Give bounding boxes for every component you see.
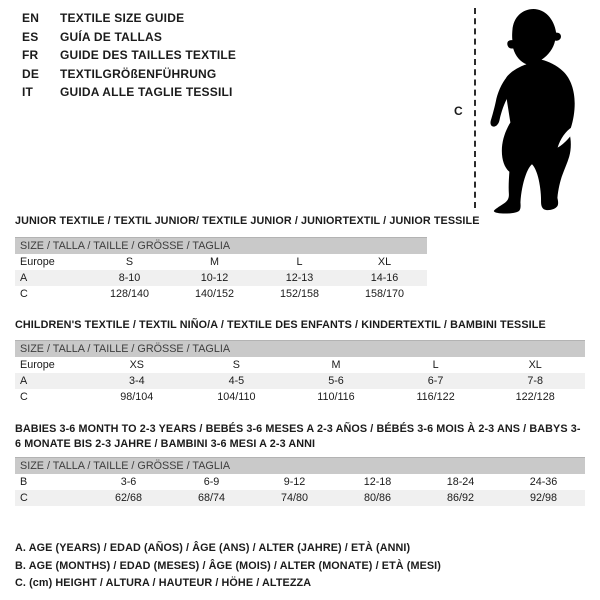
- section-title: BABIES 3-6 MONTH TO 2-3 YEARS / BEBÉS 3-6 MESES A 2-3 AÑOS / BÉBÉS 3-6 MOIS À 2-3 ANS / BABYS 3-6 MONATE BIS 2-3 JAHRE / BAMBINI 3-6 MESI A 2-3 ANNI: [15, 423, 581, 450]
- size-table-row: [15, 286, 427, 302]
- legend-line: B. AGE (MONTHS) / EDAD (MESES) / ÂGE (MOIS) / ALTER (MONATE) / ETÀ (MESI): [15, 559, 441, 572]
- size-table-row: [15, 270, 427, 286]
- size-table: [15, 457, 585, 506]
- row-label: B: [20, 476, 28, 488]
- row-label: C: [20, 391, 28, 403]
- language-code: EN: [22, 11, 40, 25]
- size-cell: XL: [377, 255, 392, 268]
- language-title-list: [22, 9, 236, 102]
- height-measure-line: [474, 8, 476, 208]
- size-table-row: [15, 373, 585, 389]
- row-label: Europe: [20, 359, 55, 371]
- language-row: [22, 83, 236, 102]
- size-cell: 104/110: [217, 391, 256, 403]
- size-cell: XS: [129, 359, 144, 371]
- language-code: DE: [22, 66, 40, 81]
- size-table: [15, 237, 427, 302]
- size-cell: XL: [528, 359, 542, 371]
- size-cell: 74/80: [280, 492, 309, 504]
- size-guide-section: [15, 422, 585, 506]
- size-cell: 158/170: [364, 287, 405, 300]
- height-measure-label: C: [454, 104, 463, 118]
- size-cell: L: [296, 255, 303, 268]
- row-label: C: [20, 492, 28, 504]
- size-table-row: [15, 254, 427, 270]
- language-code: FR: [22, 48, 39, 62]
- size-cell: 122/128: [515, 391, 555, 403]
- legend-line: C. (cm) HEIGHT / ALTURA / HAUTEUR / HÖHE / ALTEZZA: [15, 577, 312, 589]
- size-cell: 12-13: [285, 271, 314, 284]
- size-guide-sections: [15, 214, 585, 520]
- size-table-row: [15, 389, 585, 405]
- row-label: A: [20, 271, 28, 284]
- size-cell: 5-6: [328, 375, 344, 387]
- language-row: [22, 9, 236, 28]
- size-cell: 24-36: [529, 476, 558, 488]
- size-table-row: [15, 474, 585, 490]
- size-cell: 8-10: [118, 271, 141, 284]
- size-guide-section: [15, 318, 585, 406]
- size-cell: 10-12: [200, 271, 229, 284]
- size-cell: 14-16: [370, 271, 399, 284]
- size-cell: 152/158: [279, 287, 320, 300]
- size-table-header: SIZE / TALLA / TAILLE / GRÖSSE / TAGLIA: [15, 237, 427, 254]
- size-cell: S: [232, 359, 240, 371]
- language-code: ES: [22, 29, 39, 44]
- row-label: C: [20, 287, 28, 300]
- legend-line: A. AGE (YEARS) / EDAD (AÑOS) / ÂGE (ANS) / ALTER (JAHRE) / ETÀ (ANNI): [15, 542, 411, 554]
- measurement-legend: [15, 540, 441, 593]
- size-cell: 6-9: [203, 476, 220, 488]
- size-cell: 98/104: [120, 391, 154, 403]
- size-cell: 7-8: [527, 375, 543, 387]
- toddler-silhouette-icon: [484, 6, 584, 214]
- size-cell: L: [432, 359, 439, 371]
- size-cell: 140/152: [194, 287, 235, 300]
- language-row: [22, 46, 236, 65]
- size-cell: 116/122: [416, 391, 455, 403]
- size-cell: 86/92: [446, 492, 475, 504]
- size-cell: 6-7: [427, 375, 444, 387]
- size-table-row: [15, 357, 585, 373]
- section-title: JUNIOR TEXTILE / TEXTIL JUNIOR/ TEXTILE JUNIOR / JUNIORTEXTIL / JUNIOR TESSILE: [15, 215, 480, 227]
- language-row: [22, 28, 236, 47]
- size-cell: 68/74: [197, 492, 226, 504]
- size-cell: 92/98: [529, 492, 558, 504]
- size-cell: 3-6: [120, 476, 137, 488]
- language-title: GUIDE DES TAILLES TEXTILE: [60, 48, 237, 62]
- size-cell: 3-4: [128, 375, 145, 387]
- size-table: [15, 340, 585, 405]
- size-cell: 62/68: [114, 492, 143, 504]
- size-table-header: SIZE / TALLA / TAILLE / GRÖSSE / TAGLIA: [15, 340, 585, 357]
- size-cell: S: [125, 255, 134, 268]
- size-cell: M: [331, 359, 341, 371]
- language-title: GUÍA DE TALLAS: [60, 29, 163, 44]
- size-table-header: SIZE / TALLA / TAILLE / GRÖSSE / TAGLIA: [15, 457, 585, 474]
- size-cell: 110/116: [317, 391, 355, 403]
- size-cell: 80/86: [363, 492, 392, 504]
- size-table-row: [15, 490, 585, 506]
- language-title: GUIDA ALLE TAGLIE TESSILI: [60, 85, 233, 99]
- language-title: TEXTILGRÖßENFÜHRUNG: [60, 66, 217, 81]
- section-title: CHILDREN'S TEXTILE / TEXTIL NIÑO/A / TEXTILE DES ENFANTS / KINDERTEXTIL / BAMBINI TESSILE: [15, 318, 546, 331]
- language-code: IT: [22, 85, 34, 99]
- language-title: TEXTILE SIZE GUIDE: [60, 11, 185, 25]
- size-cell: 12-18: [363, 476, 392, 488]
- row-label: A: [20, 375, 28, 387]
- size-cell: M: [210, 255, 219, 268]
- size-cell: 9-12: [283, 476, 306, 488]
- size-cell: 4-5: [228, 375, 245, 387]
- row-label: Europe: [20, 255, 55, 268]
- size-guide-section: [15, 214, 585, 302]
- toddler-figure: [448, 6, 588, 216]
- size-cell: 128/140: [109, 287, 150, 300]
- size-cell: 18-24: [446, 476, 475, 488]
- language-row: [22, 65, 236, 84]
